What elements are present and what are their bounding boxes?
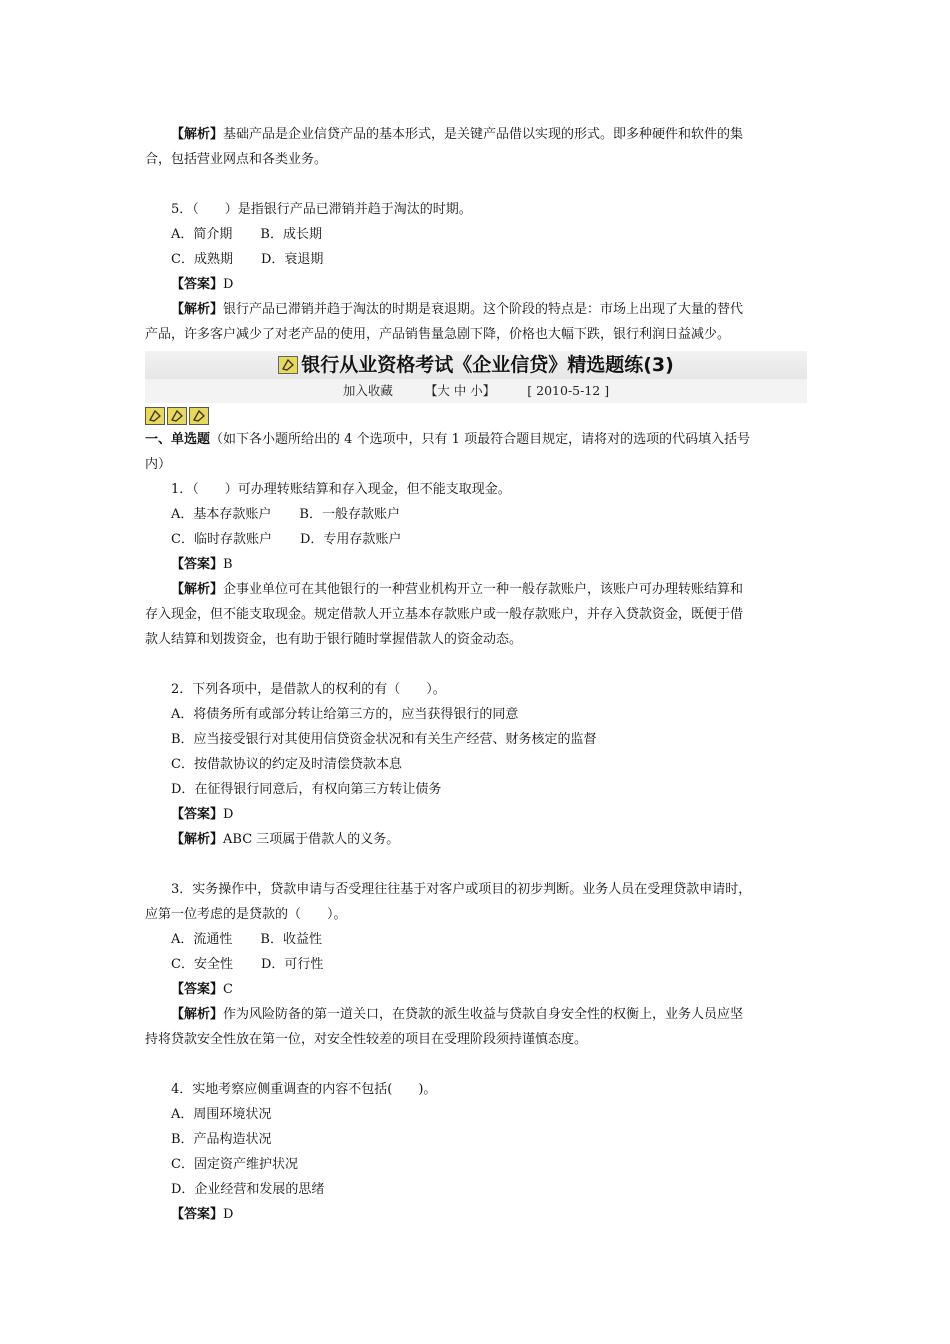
q3-stem-1: 3．实务操作中，贷款申请与否受理往往基于对客户或项目的初步判断。业务人员在受理贷款申请时， <box>171 882 752 897</box>
q4-answer: 【答案】D <box>171 1207 234 1222</box>
q5-analysis-1: 【解析】银行产品已滞销并趋于淘汰的时期是衰退期。这个阶段的特点是：市场上出现了大量的替代 <box>171 302 744 317</box>
q4-option-a: A．周围环境状况 <box>171 1107 272 1122</box>
page-icon <box>278 356 298 374</box>
q2-option-d: D．在征得银行同意后，有权向第三方转让债务 <box>171 782 442 797</box>
q1-analysis-2: 存入现金，但不能支取现金。规定借款人开立基本存款账户或一般存款账户，并存入贷款资金，既便于借 <box>145 607 744 622</box>
analysis-label: 【解析】 <box>171 127 224 142</box>
q2-option-c: C．按借款协议的约定及时清偿贷款本息 <box>171 757 402 772</box>
prev-analysis-line-2: 合，包括营业网点和各类业务。 <box>145 152 328 167</box>
q1-options-cd: C．临时存款账户 D．专用存款账户 <box>171 532 402 547</box>
article-title: 银行从业资格考试《企业信贷》精选题练(3) <box>278 351 674 379</box>
q1-analysis-1: 【解析】企事业单位可在其他银行的一种营业机构开立一种一般存款账户，该账户可办理转账结算和 <box>171 582 744 597</box>
article-title-bar <box>145 351 807 379</box>
page-icon <box>167 407 187 425</box>
q5-stem: 5．（ ）是指银行产品已滞销并趋于淘汰的时期。 <box>171 202 472 217</box>
q5-options-ab: A．简介期 B．成长期 <box>171 227 322 242</box>
q3-options-cd: C．安全性 D．可行性 <box>171 957 324 972</box>
q2-option-b: B．应当接受银行对其使用信贷资金状况和有关生产经营、财务核定的监督 <box>171 732 597 747</box>
rating-icons <box>145 403 807 427</box>
q1-stem: 1．（ ）可办理转账结算和存入现金，但不能支取现金。 <box>171 482 511 497</box>
q5-analysis-2: 产品，许多客户减少了对老产品的使用，产品销售量急剧下降，价格也大幅下跌，银行利润日益减少。 <box>145 327 731 342</box>
publish-date: [ 2010-5-12 ] <box>527 383 610 398</box>
q3-answer: 【答案】C <box>171 982 233 997</box>
q2-answer: 【答案】D <box>171 807 234 822</box>
q2-option-a: A．将债务所有或部分转让给第三方的，应当获得银行的同意 <box>171 707 519 722</box>
section-heading: 一、单选题（如下各小题所给出的 4 个选项中，只有 1 项最符合题目规定，请将对的选项的代码填入括号 <box>145 432 751 447</box>
document-page <box>145 0 807 1227</box>
article-meta <box>145 379 807 403</box>
q1-analysis-3: 款人结算和划拨资金，也有助于银行随时掌握借款人的资金动态。 <box>145 632 523 647</box>
add-favorite-link[interactable]: 加入收藏 <box>342 383 393 398</box>
font-size-switch[interactable]: 【大 中 小】 <box>424 383 496 398</box>
q4-option-b: B．产品构造状况 <box>171 1132 272 1147</box>
q3-options-ab: A．流通性 B．收益性 <box>171 932 322 947</box>
q2-analysis: 【解析】ABC 三项属于借款人的义务。 <box>171 832 400 847</box>
q3-analysis-2: 持将贷款安全性放在第一位，对安全性较差的项目在受理阶段须持谨慎态度。 <box>145 1032 588 1047</box>
q1-options-ab: A．基本存款账户 B．一般存款账户 <box>171 507 400 522</box>
q4-option-d: D．企业经营和发展的思绪 <box>171 1182 325 1197</box>
q3-analysis-1: 【解析】作为风险防备的第一道关口，在贷款的派生收益与贷款自身安全性的权衡上，业务人员应坚 <box>171 1007 744 1022</box>
q3-stem-2: 应第一位考虑的是贷款的（ ）。 <box>145 907 347 922</box>
q4-option-c: C．固定资产维护状况 <box>171 1157 298 1172</box>
q2-stem: 2．下列各项中，是借款人的权利的有（ ）。 <box>171 682 446 697</box>
q4-stem: 4．实地考察应侧重调查的内容不包括( )。 <box>171 1082 437 1097</box>
q5-options-cd: C．成熟期 D．衰退期 <box>171 252 324 267</box>
section-instruction-2: 内） <box>145 457 172 472</box>
q1-answer: 【答案】B <box>171 557 233 572</box>
page-icon <box>189 407 209 425</box>
page-icon <box>145 407 165 425</box>
q5-answer: 【答案】D <box>171 277 234 292</box>
prev-analysis-line-1: 【解析】基础产品是企业信贷产品的基本形式，是关键产品借以实现的形式。即多种硬件和软件的集 <box>171 127 744 142</box>
